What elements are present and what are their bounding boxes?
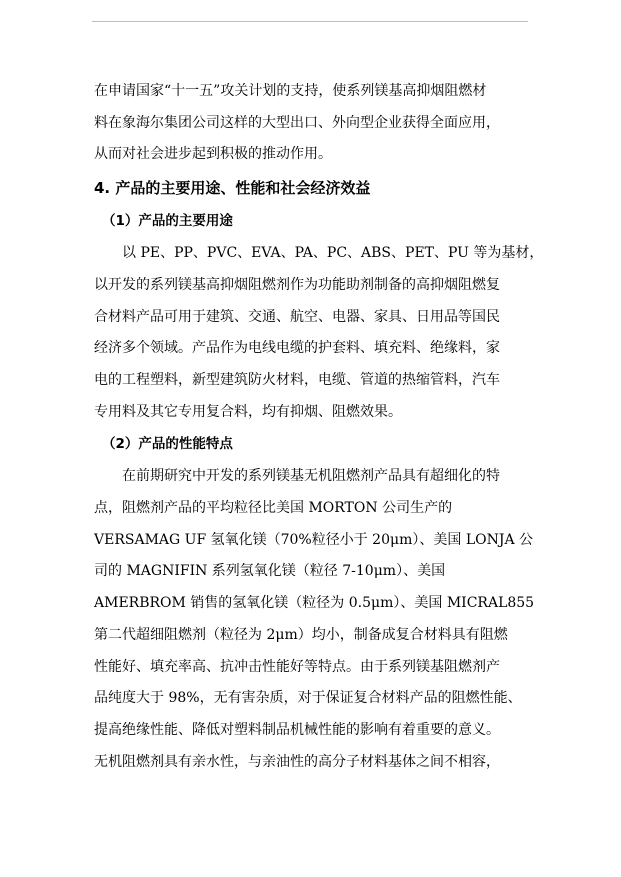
text-line: 经济多个领域。产品作为电线电缆的护套料、填充料、绝缘料，家 — [94, 340, 500, 357]
text-line: 提高绝缘性能、降低对塑料制品机械性能的影响有着重要的意义。 — [94, 721, 500, 738]
text-line: VERSAMAG UF 氢氧化镁（70%粒径小于 20μm）、美国 LONJA 公 — [94, 531, 534, 548]
header-rule — [92, 21, 528, 22]
text-line: 性能好、填充率高、抗冲击性能好等特点。由于系列镁基阻燃剂产 — [94, 658, 500, 675]
features-paragraph — [94, 461, 535, 778]
text-line: 在申请国家“十一五”攻关计划的支持，使系列镁基高抑烟阻燃材 — [94, 83, 487, 99]
document-body — [94, 76, 544, 778]
subsection-heading-features: （2）产品的性能特点 — [102, 436, 233, 453]
uses-paragraph — [94, 238, 544, 428]
text-line: 品纯度大于 98%，无有害杂质，对于保证复合材料产品的阻燃性能、 — [94, 690, 522, 707]
intro-paragraph — [94, 76, 530, 171]
text-line: 在前期研究中开发的系列镁基无机阻燃剂产品具有超细化的特 — [122, 468, 500, 485]
subsection-heading-uses: （1）产品的主要用途 — [102, 213, 233, 230]
text-line: 以开发的系列镁基高抑烟阻燃剂作为功能助剂制备的高抑烟阻燃复 — [94, 276, 500, 293]
text-line: 以 PE、PP、PVC、EVA、PA、PC、ABS、PET、PU 等为基材， — [122, 245, 544, 262]
text-line: 电的工程塑料，新型建筑防火材料，电缆、管道的热缩管料，汽车 — [94, 371, 500, 388]
text-line: AMERBROM 销售的氢氧化镁（粒径为 0.5μm）、美国 MICRAL855 — [94, 595, 535, 612]
text-line: 料在象海尔集团公司这样的大型出口、外向型企业获得全面应用， — [94, 114, 500, 131]
text-line: 从而对社会进步起到积极的推动作用。 — [94, 146, 332, 163]
text-line: 点，阻燃剂产品的平均粒径比美国 MORTON 公司生产的 — [94, 500, 453, 517]
section-heading: 4. 产品的主要用途、性能和社会经济效益 — [94, 179, 371, 198]
text-line: 合材料产品可用于建筑、交通、航空、电器、家具、日用品等国民 — [94, 308, 500, 325]
text-line: 司的 MAGNIFIN 系列氢氧化镁（粒径 7-10μm）、美国 — [94, 563, 446, 580]
text-line: 专用料及其它专用复合料，均有抑烟、阻燃效果。 — [94, 403, 402, 420]
text-line: 无机阻燃剂具有亲水性，与亲油性的高分子材料基体之间不相容， — [94, 753, 500, 770]
text-line: 第二代超细阻燃剂（粒径为 2μm）均小，制备成复合材料具有阻燃 — [94, 626, 508, 643]
